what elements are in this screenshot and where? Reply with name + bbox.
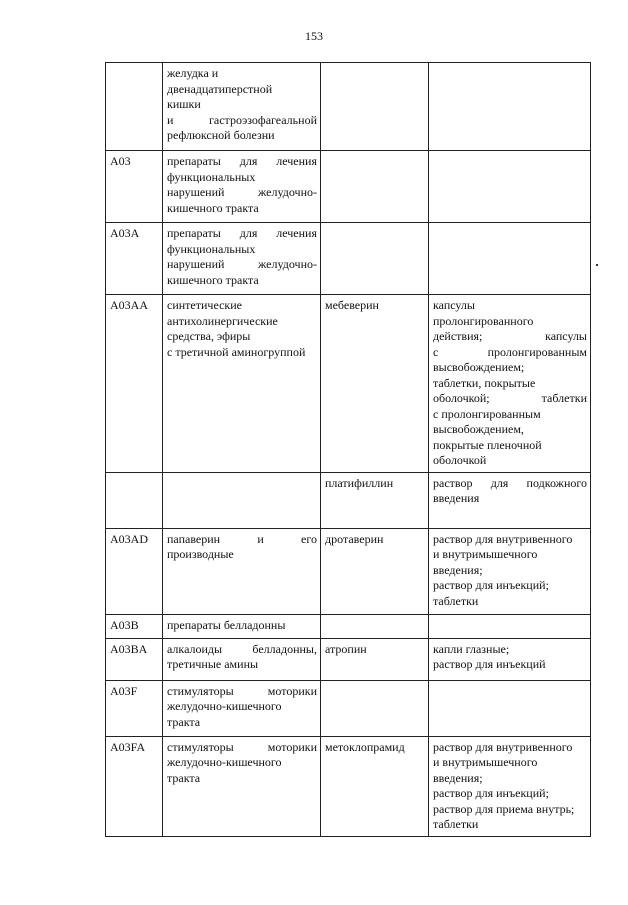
atc-code-cell (106, 295, 163, 473)
pharmacological-group-text-line: двенадцатиперстной (167, 81, 273, 96)
pharmacological-group-text-line: с третичной аминогруппой (167, 344, 306, 359)
dosage-form-text-line: капли глазные; (433, 641, 510, 656)
pharmacological-group-text-line: стимуляторы моторики (167, 739, 317, 754)
dosage-form-cell (429, 472, 591, 528)
dosage-form-text-line: и внутримышечного (433, 755, 538, 769)
pharmacological-group-text-line: производные (167, 547, 234, 561)
inn-cell (321, 151, 429, 223)
pharmacological-group-cell (163, 614, 321, 638)
pharmacological-group-text-line: алкалоиды белладонны, (167, 641, 317, 656)
pharmacological-group-text-line: синтетические (167, 298, 242, 312)
dosage-form-text-line: покрытые пленочной (433, 437, 542, 452)
atc-code-cell (106, 63, 163, 151)
atc-code-text-line: A03F (110, 683, 138, 698)
dosage-form-text-line: и внутримышечного (433, 547, 538, 561)
table-row (106, 472, 591, 528)
dosage-form-cell (429, 528, 591, 614)
atc-code-cell (106, 736, 163, 836)
inn-cell (321, 472, 429, 528)
atc-code-text-line: A03AD (110, 531, 148, 546)
dosage-form-text-line: таблетки (433, 593, 479, 608)
dosage-form-cell (429, 295, 591, 473)
pharmacological-group-cell (163, 151, 321, 223)
dosage-form-text-line: действия; капсулы (433, 329, 587, 343)
page-number: 153 (305, 29, 323, 43)
inn-text-line: мебеверин (325, 298, 379, 312)
dosage-form-text-line: с пролонгированным (433, 344, 587, 359)
pharmacological-group-text-line: функциональных (167, 169, 256, 184)
inn-cell (321, 638, 429, 680)
inn-cell (321, 528, 429, 614)
dosage-form-text-line: высвобождением, (433, 422, 524, 436)
table-row (106, 295, 591, 473)
atc-code-cell (106, 223, 163, 295)
atc-code-text-line: A03AA (110, 298, 148, 312)
atc-code-cell (106, 528, 163, 614)
pharmacological-group-text-line: препараты для лечения (167, 154, 317, 168)
pharmacological-group-text-line: кишки (167, 97, 201, 111)
pharmacological-group-text-line: препараты белладонны (167, 617, 286, 632)
pharmacological-group-text-line: стимуляторы моторики (167, 683, 317, 698)
dosage-form-cell (429, 151, 591, 223)
dosage-form-text-line: раствор для инъекций (433, 657, 546, 671)
atc-code-text-line: A03BA (110, 641, 148, 656)
dosage-form-text-line: введения (433, 491, 480, 505)
pharmacological-group-cell (163, 63, 321, 151)
atc-code-cell (106, 614, 163, 638)
pharmacological-group-cell (163, 472, 321, 528)
pharmacological-group-text-line: препараты для лечения (167, 226, 317, 240)
pharmacological-group-text-line: папаверин и его (167, 531, 317, 546)
pharmacological-group-text-line: кишечного тракта (167, 200, 259, 215)
inn-text-line: атропин (325, 641, 367, 656)
table-row (106, 638, 591, 680)
dosage-form-cell (429, 223, 591, 295)
dosage-form-text-line: раствор для внутривенного (433, 739, 573, 754)
dosage-form-text-line: с пролонгированным (433, 406, 541, 421)
pharmacological-group-text-line: кишечного тракта (167, 272, 259, 287)
pharmacological-group-cell (163, 638, 321, 680)
dosage-form-cell (429, 680, 591, 736)
pharmacological-group-text-line: средства, эфиры (167, 329, 251, 343)
table-row (106, 614, 591, 638)
inn-text-line: дротаверин (325, 531, 384, 546)
dosage-form-text-line: раствор для внутривенного (433, 531, 573, 546)
pharmacological-group-text-line: нарушений желудочно- (167, 257, 317, 271)
dosage-form-text-line: раствор для подкожного (433, 475, 587, 490)
pharmacological-group-text-line: и гастроэзофагеальной (167, 112, 317, 127)
dosage-form-text-line: капсулы (433, 298, 475, 312)
pharmacological-group-text-line: рефлюксной болезни (167, 128, 275, 142)
dosage-form-text-line: пролонгированного (433, 313, 534, 328)
inn-cell (321, 295, 429, 473)
inn-cell (321, 614, 429, 638)
pharmacological-group-cell (163, 680, 321, 736)
dosage-form-text-line: высвобождением; (433, 360, 525, 374)
pharmacological-group-text-line: желудочно-кишечного (167, 699, 282, 713)
pharmacological-group-cell (163, 736, 321, 836)
atc-code-cell (106, 638, 163, 680)
inn-cell (321, 223, 429, 295)
pharmacological-group-cell (163, 528, 321, 614)
table-body (106, 63, 591, 837)
table-row (106, 223, 591, 295)
dosage-form-text-line: оболочкой (433, 453, 487, 467)
pharmacological-group-text-line: антихолинергические (167, 313, 278, 328)
pharmacological-group-text-line: функциональных (167, 241, 256, 256)
scan-mark (596, 264, 598, 266)
dosage-form-text-line: раствор для инъекций; (433, 786, 549, 800)
table-row (106, 528, 591, 614)
inn-text-line: платифиллин (325, 475, 394, 490)
dosage-form-text-line: введения; (433, 562, 483, 577)
dosage-form-text-line: раствор для приема внутрь; (433, 801, 575, 816)
pharmacological-group-text-line: тракта (167, 770, 201, 785)
drug-table (105, 62, 591, 837)
dosage-form-text-line: раствор для инъекций; (433, 578, 549, 592)
atc-code-cell (106, 472, 163, 528)
pharmacological-group-text-line: желудка и (167, 66, 219, 80)
table-row (106, 680, 591, 736)
table-row (106, 736, 591, 836)
inn-text-line: метоклопрамид (325, 739, 405, 754)
dosage-form-text-line: таблетки, покрытые (433, 375, 536, 390)
pharmacological-group-text-line: третичные амины (167, 657, 259, 671)
dosage-form-cell (429, 736, 591, 836)
inn-cell (321, 63, 429, 151)
dosage-form-cell (429, 638, 591, 680)
pharmacological-group-cell (163, 295, 321, 473)
inn-cell (321, 736, 429, 836)
atc-code-cell (106, 151, 163, 223)
pharmacological-group-text-line: желудочно-кишечного (167, 755, 282, 769)
table-row (106, 63, 591, 151)
dosage-form-cell (429, 63, 591, 151)
dosage-form-cell (429, 614, 591, 638)
atc-code-text-line: A03 (110, 154, 131, 168)
atc-code-cell (106, 680, 163, 736)
atc-code-text-line: A03A (110, 226, 140, 240)
dosage-form-text-line: оболочкой; таблетки (433, 391, 587, 405)
pharmacological-group-cell (163, 223, 321, 295)
atc-code-text-line: A03B (110, 617, 139, 632)
dosage-form-text-line: введения; (433, 770, 483, 785)
table-row (106, 151, 591, 223)
pharmacological-group-text-line: нарушений желудочно- (167, 185, 317, 199)
dosage-form-text-line: таблетки (433, 817, 479, 831)
pharmacological-group-text-line: тракта (167, 714, 201, 729)
atc-code-text-line: A03FA (110, 739, 146, 754)
inn-cell (321, 680, 429, 736)
